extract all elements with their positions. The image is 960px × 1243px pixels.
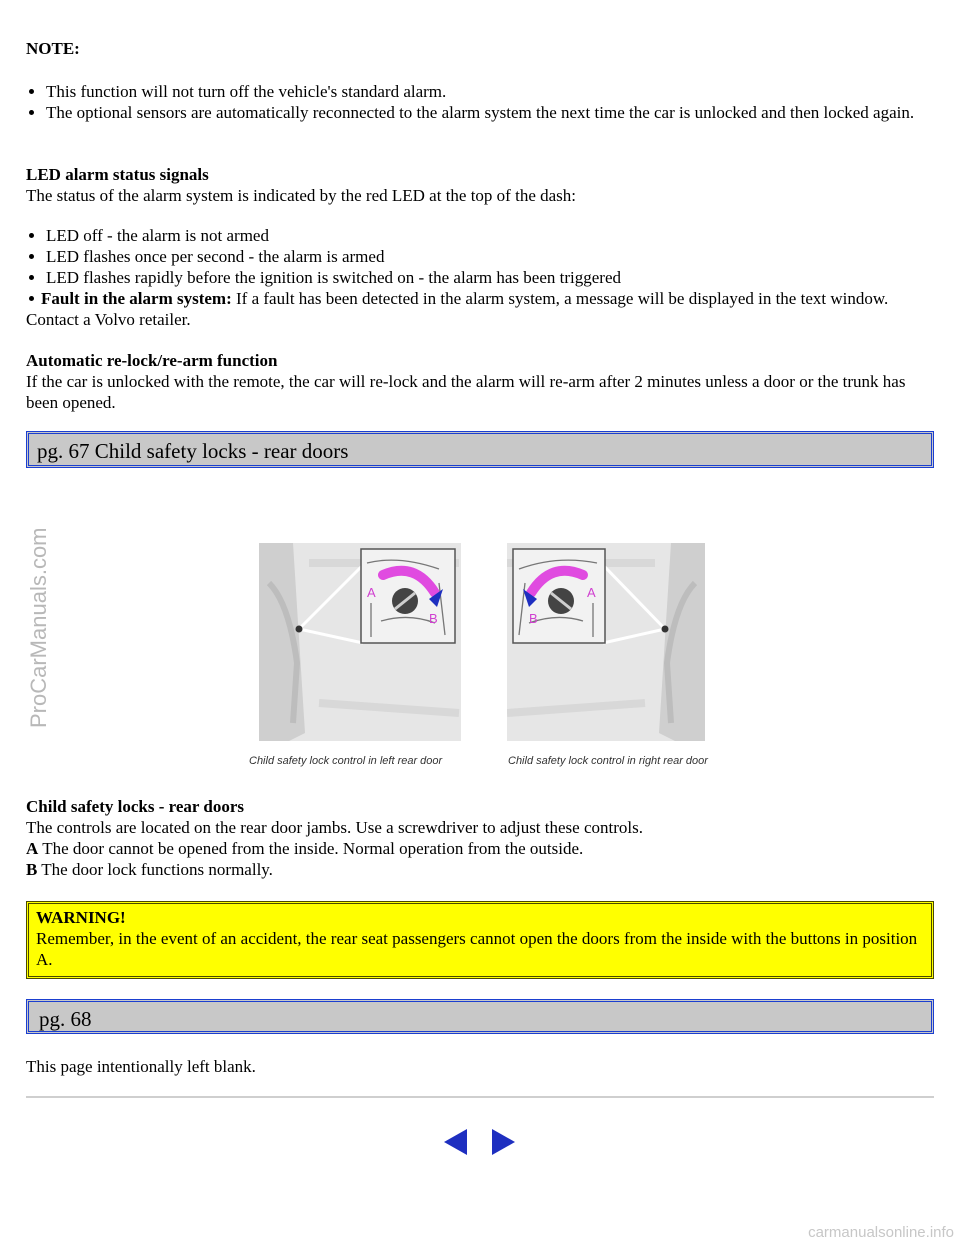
warning-title: WARNING!: [36, 908, 126, 927]
warning-box: [26, 901, 934, 979]
led-intro: The status of the alarm system is indicated by the red LED at the top of the dash:: [26, 186, 576, 205]
fig-left-label-b: B: [429, 611, 438, 626]
left-figure-caption: Child safety lock control in left rear door: [249, 755, 443, 767]
fig-right-label-b: B: [529, 611, 538, 626]
section-bar-pg67: pg. 67 Child safety locks - rear doors: [26, 431, 934, 468]
arrow-left-icon: [443, 1128, 469, 1156]
fault-text: If a fault has been detected in the alarm system, a message will be displayed in the text window. Contact a Volvo retailer.: [26, 289, 889, 329]
led-item: LED flashes rapidly before the ignition is switched on - the alarm has been triggered: [26, 267, 934, 288]
fig-left-label-a: A: [367, 585, 376, 600]
next-page-button[interactable]: [490, 1128, 516, 1161]
led-heading: LED alarm status signals: [26, 165, 209, 184]
right-figure-caption: Child safety lock control in right rear door: [508, 755, 708, 767]
child-intro: The controls are located on the rear door jambs. Use a screwdriver to adjust these controls.: [26, 818, 643, 837]
child-a: A The door cannot be opened from the inside. Normal operation from the outside.: [26, 839, 584, 858]
note-heading: NOTE:: [26, 39, 80, 58]
fig-right-label-a: A: [587, 585, 596, 600]
blank-note: This page intentionally left blank.: [26, 1057, 256, 1076]
footer-watermark: carmanualsonline.info: [808, 1224, 954, 1241]
relock-text: If the car is unlocked with the remote, the car will re-lock and the alarm will re-arm after 2 minutes unless a door or the trunk has been opened.: [26, 372, 906, 412]
warning-text: Remember, in the event of an accident, the rear seat passengers cannot open the doors from the inside with the buttons in position A.: [36, 929, 918, 969]
footer-divider: [26, 1096, 934, 1098]
left-door-illustration: [259, 543, 461, 741]
fault-label: Fault in the alarm system:: [41, 289, 232, 308]
side-watermark: ProCarManuals.com: [26, 527, 51, 728]
previous-page-button[interactable]: [443, 1128, 469, 1161]
arrow-right-icon: [490, 1128, 516, 1156]
note-list: [26, 81, 934, 123]
note-item: This function will not turn off the vehicle's standard alarm.: [26, 81, 934, 102]
led-item: LED flashes once per second - the alarm is armed: [26, 246, 934, 267]
led-item-fault: [26, 288, 934, 330]
led-item: LED off - the alarm is not armed: [26, 225, 934, 246]
figure-right-door: [507, 543, 705, 741]
figure-left-door: [259, 543, 461, 741]
right-door-illustration: [507, 543, 705, 741]
relock-heading: Automatic re-lock/re-arm function: [26, 351, 278, 370]
child-b: B The door lock functions normally.: [26, 860, 273, 879]
note-item: The optional sensors are automatically reconnected to the alarm system the next time the car is unlocked and then locked again.: [26, 102, 934, 123]
section-bar-pg68: pg. 68: [26, 999, 934, 1034]
child-heading: Child safety locks - rear doors: [26, 797, 245, 816]
led-list: [26, 225, 934, 330]
